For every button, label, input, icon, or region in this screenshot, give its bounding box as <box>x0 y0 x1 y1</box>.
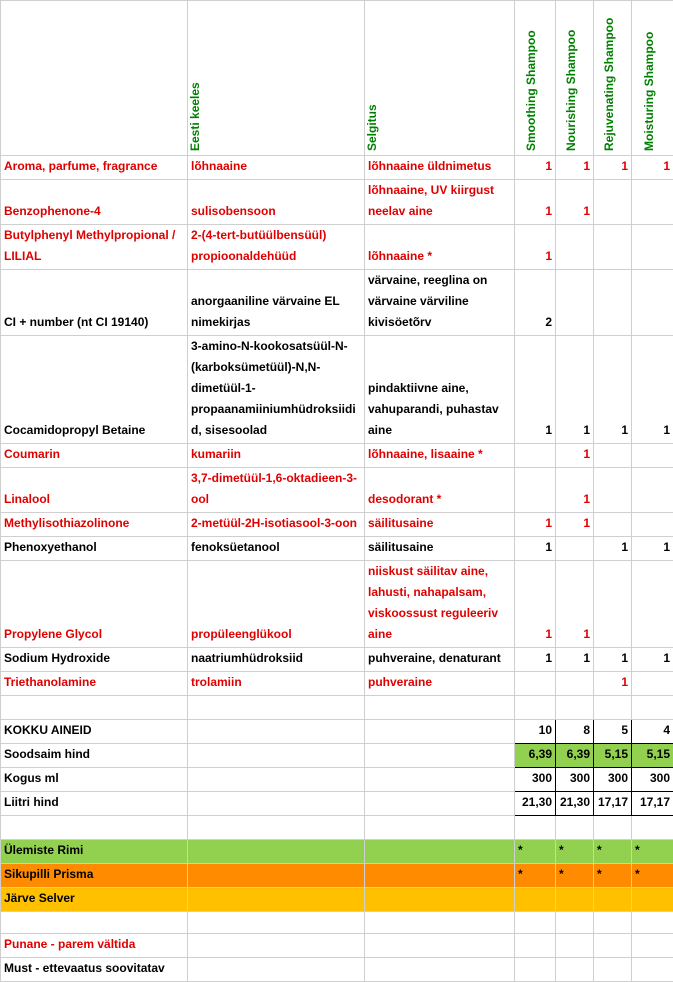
ingredient-count[interactable] <box>556 225 594 270</box>
ingredient-row <box>1 156 673 180</box>
shop-availability-mark[interactable]: * <box>632 840 673 864</box>
ingredient-description[interactable]: lõhnaaine, lisaaine * <box>365 444 515 468</box>
header-description-label: Selgitus <box>365 104 384 151</box>
header-cell-description[interactable] <box>365 1 515 156</box>
litre-price-value[interactable]: 21,30 <box>556 792 594 816</box>
empty-cell[interactable] <box>188 912 365 934</box>
ingredient-description[interactable]: säilitusaine <box>365 513 515 537</box>
volume-value[interactable]: 300 <box>632 768 673 792</box>
ingredient-estonian-name[interactable]: sulisobensoon <box>188 180 365 225</box>
ingredient-description[interactable]: värvaine, reeglina on värvaine värviline kivisöetõrv <box>365 270 515 336</box>
cheapest-price-value[interactable]: 6,39 <box>515 744 556 768</box>
ingredient-count[interactable]: 1 <box>515 561 556 648</box>
empty-cell[interactable] <box>188 864 365 888</box>
empty-cell[interactable] <box>556 934 594 958</box>
empty-cell[interactable] <box>188 958 365 982</box>
empty-cell[interactable] <box>188 816 365 840</box>
empty-cell[interactable] <box>188 768 365 792</box>
empty-cell[interactable] <box>188 934 365 958</box>
legend-red-text[interactable]: Punane - parem vältida <box>1 934 188 958</box>
empty-cell[interactable] <box>556 696 594 720</box>
shop-availability-mark[interactable]: * <box>632 864 673 888</box>
litre-price-value[interactable]: 17,17 <box>594 792 632 816</box>
ingredient-count[interactable]: 1 <box>556 156 594 180</box>
empty-cell[interactable] <box>515 696 556 720</box>
volume-value[interactable]: 300 <box>515 768 556 792</box>
litre-price-label[interactable]: Liitri hind <box>1 792 188 816</box>
empty-cell[interactable] <box>365 864 515 888</box>
ingredient-count[interactable] <box>594 513 632 537</box>
ingredient-row <box>1 336 673 444</box>
empty-cell[interactable] <box>594 912 632 934</box>
ingredient-count[interactable] <box>632 180 673 225</box>
empty-cell[interactable] <box>1 912 188 934</box>
header-row <box>1 1 673 156</box>
ingredient-description[interactable]: lõhnaaine, UV kiirgust neelav aine <box>365 180 515 225</box>
ingredient-count[interactable] <box>556 537 594 561</box>
ingredient-inci-name[interactable]: Sodium Hydroxide <box>1 648 188 672</box>
empty-cell[interactable] <box>188 888 365 912</box>
empty-cell[interactable] <box>632 958 673 982</box>
cheapest-price-value[interactable]: 5,15 <box>594 744 632 768</box>
ingredient-count[interactable]: 1 <box>515 225 556 270</box>
ingredient-description[interactable]: lõhnaaine * <box>365 225 515 270</box>
legend-row-black <box>1 958 673 982</box>
empty-cell[interactable] <box>365 744 515 768</box>
ingredient-count[interactable] <box>632 561 673 648</box>
ingredient-count[interactable]: 1 <box>632 156 673 180</box>
volume-label[interactable]: Kogus ml <box>1 768 188 792</box>
header-product-label: Nourishing Shampoo <box>561 30 582 151</box>
ingredient-count[interactable]: 1 <box>594 156 632 180</box>
ingredient-inci-name[interactable]: Phenoxyethanol <box>1 537 188 561</box>
shop-availability-mark[interactable]: * <box>515 864 556 888</box>
ingredient-row <box>1 180 673 225</box>
total-value[interactable]: 10 <box>515 720 556 744</box>
ingredient-count[interactable]: 1 <box>515 336 556 444</box>
cheapest-price-value[interactable]: 5,15 <box>632 744 673 768</box>
litre-price-value[interactable]: 17,17 <box>632 792 673 816</box>
ingredient-count[interactable] <box>594 180 632 225</box>
ingredient-estonian-name[interactable]: anorgaaniline värvaine EL nimekirjas <box>188 270 365 336</box>
total-row <box>1 720 673 744</box>
empty-cell[interactable] <box>556 958 594 982</box>
cheapest-price-row <box>1 744 673 768</box>
empty-cell[interactable] <box>365 840 515 864</box>
volume-value[interactable]: 300 <box>556 768 594 792</box>
ingredient-count[interactable] <box>632 468 673 513</box>
ingredient-count[interactable]: 1 <box>556 180 594 225</box>
ingredient-inci-name[interactable]: Benzophenone-4 <box>1 180 188 225</box>
ingredient-count[interactable] <box>515 468 556 513</box>
header-estonian-label: Eesti keeles <box>188 82 207 151</box>
ingredient-row <box>1 270 673 336</box>
header-cell-product-2[interactable] <box>556 1 594 156</box>
ingredient-count[interactable] <box>515 672 556 696</box>
ingredient-count[interactable]: 1 <box>515 513 556 537</box>
ingredient-inci-name[interactable]: Propylene Glycol <box>1 561 188 648</box>
empty-cell[interactable] <box>556 816 594 840</box>
ingredient-description[interactable]: niiskust säilitav aine, lahusti, nahapalsam, viskoossust reguleeriv aine <box>365 561 515 648</box>
ingredient-estonian-name[interactable]: naatriumhüdroksiid <box>188 648 365 672</box>
ingredient-description[interactable]: puhveraine <box>365 672 515 696</box>
ingredient-count[interactable]: 1 <box>594 648 632 672</box>
shop-availability-mark[interactable] <box>515 888 556 912</box>
header-cell-product-3[interactable] <box>594 1 632 156</box>
empty-cell[interactable] <box>515 958 556 982</box>
ingredient-inci-name[interactable]: Triethanolamine <box>1 672 188 696</box>
ingredient-count[interactable] <box>632 672 673 696</box>
ingredient-count[interactable]: 1 <box>594 537 632 561</box>
empty-cell[interactable] <box>594 934 632 958</box>
ingredient-inci-name[interactable]: Cocamidopropyl Betaine <box>1 336 188 444</box>
shop-row-rimi <box>1 840 673 864</box>
ingredient-count[interactable]: 1 <box>632 336 673 444</box>
legend-black-text[interactable]: Must - ettevaatus soovitatav <box>1 958 188 982</box>
empty-cell[interactable] <box>632 816 673 840</box>
ingredient-count[interactable]: 1 <box>632 537 673 561</box>
ingredient-count[interactable]: 1 <box>515 156 556 180</box>
shop-availability-mark[interactable] <box>594 888 632 912</box>
empty-cell[interactable] <box>188 744 365 768</box>
shop-row-prisma <box>1 864 673 888</box>
ingredient-estonian-name[interactable]: trolamiin <box>188 672 365 696</box>
ingredient-row <box>1 561 673 648</box>
ingredient-inci-name[interactable]: CI + number (nt CI 19140) <box>1 270 188 336</box>
ingredient-rows <box>1 156 673 696</box>
ingredient-count[interactable]: 1 <box>594 336 632 444</box>
cheapest-price-label[interactable]: Soodsaim hind <box>1 744 188 768</box>
empty-cell[interactable] <box>556 912 594 934</box>
empty-cell[interactable] <box>365 720 515 744</box>
ingredient-count[interactable] <box>632 444 673 468</box>
ingredient-count[interactable] <box>556 672 594 696</box>
ingredient-count[interactable] <box>594 270 632 336</box>
ingredient-count[interactable]: 1 <box>556 513 594 537</box>
ingredient-count[interactable] <box>594 444 632 468</box>
shop-availability-mark[interactable]: * <box>556 864 594 888</box>
ingredient-inci-name[interactable]: Linalool <box>1 468 188 513</box>
total-value[interactable]: 5 <box>594 720 632 744</box>
ingredient-estonian-name[interactable]: fenoksüetanool <box>188 537 365 561</box>
header-cell-product-1[interactable] <box>515 1 556 156</box>
ingredient-description[interactable]: desodorant * <box>365 468 515 513</box>
empty-cell[interactable] <box>1 696 188 720</box>
empty-cell[interactable] <box>594 816 632 840</box>
ingredient-count[interactable]: 1 <box>515 180 556 225</box>
empty-cell[interactable] <box>1 816 188 840</box>
spacer-row <box>1 912 673 934</box>
shop-name[interactable]: Järve Selver <box>1 888 188 912</box>
shop-availability-mark[interactable] <box>556 888 594 912</box>
ingredient-description[interactable]: puhveraine, denaturant <box>365 648 515 672</box>
ingredient-estonian-name[interactable]: 2-(4-tert-butüülbensüül) propioonaldehüüd <box>188 225 365 270</box>
ingredient-inci-name[interactable]: Butylphenyl Methylpropional / LILIAL <box>1 225 188 270</box>
ingredient-estonian-name[interactable]: 3,7-dimetüül-1,6-oktadieen-3-ool <box>188 468 365 513</box>
empty-cell[interactable] <box>188 840 365 864</box>
shop-availability-mark[interactable]: * <box>594 840 632 864</box>
empty-cell[interactable] <box>515 816 556 840</box>
empty-cell[interactable] <box>188 696 365 720</box>
total-value[interactable]: 4 <box>632 720 673 744</box>
header-cell-empty[interactable] <box>1 1 188 156</box>
empty-cell[interactable] <box>365 816 515 840</box>
ingredient-count[interactable]: 1 <box>594 672 632 696</box>
shop-availability-mark[interactable]: * <box>556 840 594 864</box>
empty-cell[interactable] <box>365 934 515 958</box>
empty-cell[interactable] <box>632 912 673 934</box>
shop-availability-mark[interactable]: * <box>594 864 632 888</box>
ingredient-estonian-name[interactable]: kumariin <box>188 444 365 468</box>
empty-cell[interactable] <box>188 792 365 816</box>
ingredient-count[interactable] <box>632 225 673 270</box>
spacer-row <box>1 696 673 720</box>
header-product-label: Moisturing Shampoo <box>639 32 660 151</box>
ingredient-count[interactable] <box>556 270 594 336</box>
ingredient-row <box>1 444 673 468</box>
shop-name[interactable]: Sikupilli Prisma <box>1 864 188 888</box>
ingredient-estonian-name[interactable]: 2-metüül-2H-isotiasool-3-oon <box>188 513 365 537</box>
litre-price-row <box>1 792 673 816</box>
empty-cell[interactable] <box>188 720 365 744</box>
header-product-label: Rejuvenating Shampoo <box>599 18 620 151</box>
legend-row-red <box>1 934 673 958</box>
ingredient-count[interactable]: 1 <box>632 648 673 672</box>
cheapest-price-value[interactable]: 6,39 <box>556 744 594 768</box>
ingredient-count[interactable]: 1 <box>556 468 594 513</box>
empty-cell[interactable] <box>365 768 515 792</box>
ingredient-count[interactable]: 1 <box>556 648 594 672</box>
ingredient-count[interactable] <box>632 513 673 537</box>
ingredient-inci-name[interactable]: Aroma, parfume, fragrance <box>1 156 188 180</box>
ingredient-estonian-name[interactable]: 3-amino-N-kookosatsüül-N-(karboksümetüül)-N,N-dimetüül-1-propaanamiiniumhüdroksiidid, sisesoolad <box>188 336 365 444</box>
empty-cell[interactable] <box>365 888 515 912</box>
empty-cell[interactable] <box>515 934 556 958</box>
ingredient-count[interactable]: 1 <box>515 537 556 561</box>
volume-value[interactable]: 300 <box>594 768 632 792</box>
ingredient-count[interactable]: 1 <box>556 561 594 648</box>
ingredient-count[interactable]: 1 <box>556 444 594 468</box>
ingredient-description[interactable]: säilitusaine <box>365 537 515 561</box>
header-product-label: Smoothing Shampoo <box>521 30 542 151</box>
ingredient-count[interactable] <box>594 225 632 270</box>
empty-cell[interactable] <box>594 958 632 982</box>
ingredient-row <box>1 672 673 696</box>
empty-cell[interactable] <box>365 792 515 816</box>
ingredient-inci-name[interactable]: Coumarin <box>1 444 188 468</box>
ingredient-estonian-name[interactable]: lõhnaaine <box>188 156 365 180</box>
ingredient-row <box>1 468 673 513</box>
ingredient-count[interactable]: 1 <box>556 336 594 444</box>
ingredient-count[interactable] <box>594 561 632 648</box>
shop-availability-mark[interactable] <box>632 888 673 912</box>
empty-cell[interactable] <box>365 958 515 982</box>
ingredient-row <box>1 537 673 561</box>
empty-cell[interactable] <box>365 696 515 720</box>
header-cell-product-4[interactable] <box>632 1 673 156</box>
empty-cell[interactable] <box>632 696 673 720</box>
ingredient-count[interactable] <box>515 444 556 468</box>
empty-cell[interactable] <box>594 696 632 720</box>
empty-cell[interactable] <box>515 912 556 934</box>
total-label[interactable]: KOKKU AINEID <box>1 720 188 744</box>
ingredient-count[interactable]: 2 <box>515 270 556 336</box>
shop-availability-mark[interactable]: * <box>515 840 556 864</box>
shop-name[interactable]: Ülemiste Rimi <box>1 840 188 864</box>
ingredient-count[interactable]: 1 <box>515 648 556 672</box>
shop-row-selver <box>1 888 673 912</box>
ingredient-inci-name[interactable]: Methylisothiazolinone <box>1 513 188 537</box>
ingredient-description[interactable]: pindaktiivne aine, vahuparandi, puhastav aine <box>365 336 515 444</box>
header-cell-estonian[interactable] <box>188 1 365 156</box>
ingredient-row <box>1 648 673 672</box>
spacer-row <box>1 816 673 840</box>
ingredient-count[interactable] <box>594 468 632 513</box>
volume-row <box>1 768 673 792</box>
ingredient-row <box>1 225 673 270</box>
empty-cell[interactable] <box>632 934 673 958</box>
ingredient-estonian-name[interactable]: propüleenglükool <box>188 561 365 648</box>
ingredient-count[interactable] <box>632 270 673 336</box>
total-value[interactable]: 8 <box>556 720 594 744</box>
ingredient-row <box>1 513 673 537</box>
ingredient-description[interactable]: lõhnaaine üldnimetus <box>365 156 515 180</box>
litre-price-value[interactable]: 21,30 <box>515 792 556 816</box>
empty-cell[interactable] <box>365 912 515 934</box>
